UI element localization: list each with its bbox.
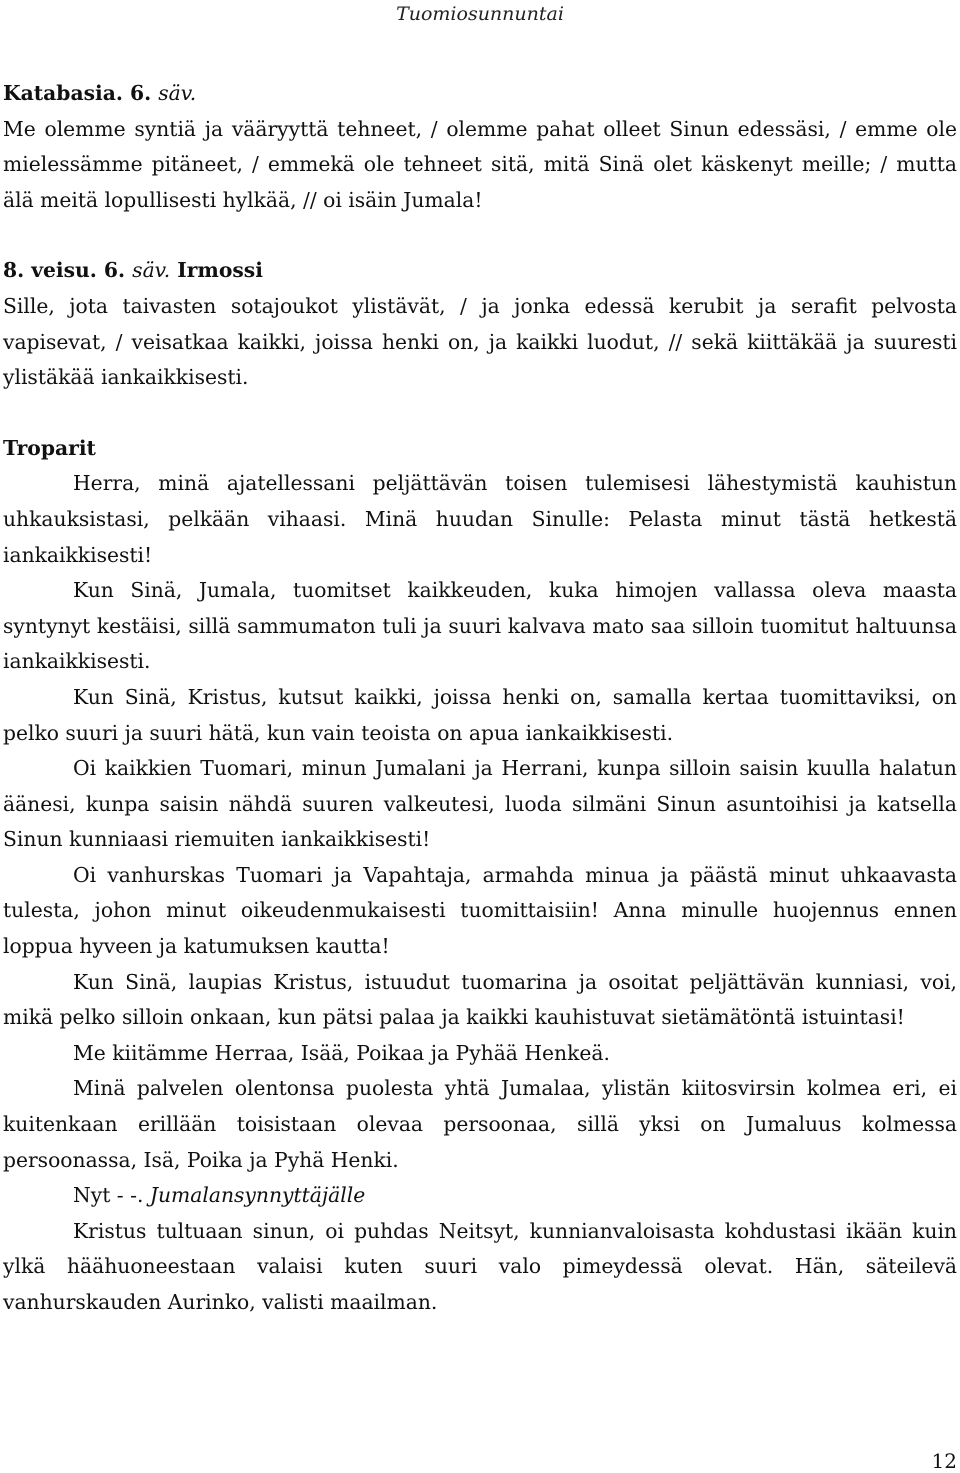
- troparion-6: Kun Sinä, laupias Kristus, istuudut tuomarina ja osoitat peljättävän kunniasi, voi, mikä pelko silloin onkaan, kun pätsi palaa ja kaikki kauhistuvat sietämätöntä istuintasi!: [3, 969, 957, 1030]
- ode8-heading: [3, 253, 957, 289]
- running-header: Tuomiosunnuntai: [396, 3, 564, 25]
- ode8-heading-label: 8. veisu. 6.: [3, 258, 126, 283]
- ode8-heading-mode: säv.: [132, 258, 171, 283]
- troparion-1: Herra, minä ajatellessani peljättävän toisen tulemisesi lähestymistä kauhistun uhkauksistasi, pelkään vihaasi. Minä huudan Sinulle: Pelasta minut tästä hetkestä iankaikkisesti!: [3, 471, 957, 567]
- troparia-section: [3, 431, 957, 1321]
- katabasia-heading: [3, 76, 957, 112]
- troparion-4: Oi kaikkien Tuomari, minun Jumalani ja Herrani, kunpa silloin saisin kuulla halatun äänesi, kunpa saisin nähdä suuren valkeutesi, luoda silmäni Sinun asuntoihisi ja katsella Sinun kunniaasi riemuiten iankaikkisesti!: [3, 756, 957, 852]
- troparia-heading: Troparit: [3, 435, 96, 460]
- trinity-troparion: Minä palvelen olentonsa puolesta yhtä Jumalaa, ylistän kiitosvirsin kolmea eri, ei kuitenkaan erillään toisistaan olevaa persoonaa, sillä yksi on Jumaluus kolmessa persoonassa, Isä, Poika ja Pyhä Henki.: [3, 1076, 957, 1172]
- katabasia-section: [3, 76, 957, 218]
- katabasia-text: Me olemme syntiä ja vääryyttä tehneet, / olemme pahat olleet Sinun edessäsi, / emme ole mielessämme pitäneet, / emmekä ole tehneet sitä, mitä Sinä olet käskenyt meille; / mutta älä meitä lopullisesti hylkää, // oi isäin Jumala!: [3, 116, 957, 212]
- katabasia-heading-label: Katabasia. 6.: [3, 81, 152, 105]
- page-number: 12: [931, 1449, 957, 1473]
- troparion-3: Kun Sinä, Kristus, kutsut kaikki, joissa henki on, samalla kertaa tuomittaviksi, on pelko suuri ja suuri hätä, kun vain teoista on apua iankaikkisesti.: [3, 684, 957, 745]
- doxology-line: Me kiitämme Herraa, Isää, Poikaa ja Pyhää Henkeä.: [73, 1040, 610, 1065]
- theotokion-rubric: Jumalansynnyttäjälle: [149, 1183, 366, 1208]
- ode8-section: [3, 253, 957, 395]
- nyt-line: [3, 1178, 957, 1214]
- document-body: [3, 76, 957, 1321]
- katabasia-heading-mode: säv.: [158, 81, 197, 105]
- troparion-2: Kun Sinä, Jumala, tuomitset kaikkeuden, kuka himojen vallassa oleva maasta syntynyt kestäisi, sillä sammumaton tuli ja suuri kalvava mato saa silloin tuomitut haltuunsa iankaikkisesti.: [3, 578, 957, 674]
- troparion-5: Oi vanhurskas Tuomari ja Vapahtaja, armahda minua ja päästä minut uhkaavasta tulesta, johon minut oikeudenmukaisesti tuomittaisiin! Anna minulle huojennus ennen loppua hyveen ja katumuksen kautta!: [3, 862, 957, 959]
- irmos-text: Sille, jota taivasten sotajoukot ylistävät, / ja jonka edessä kerubit ja serafit pelvosta vapisevat, / veisatkaa kaikki, joissa henki on, ja kaikki luodut, // sekä kiittäkää ja suuresti ylistäkää iankaikkisesti.: [3, 293, 957, 390]
- theotokion-text: Kristus tultuaan sinun, oi puhdas Neitsyt, kunnianvaloisasta kohdustasi ikään kuin ylkä häähuoneestaan valaisi kuten suuri valo pimeydessä olevat. Hän, säteilevä vanhurskauden Aurinko, valisti maailman.: [3, 1218, 957, 1314]
- nyt-prefix: Nyt - -.: [73, 1183, 144, 1208]
- ode8-heading-irmos: Irmossi: [177, 258, 263, 283]
